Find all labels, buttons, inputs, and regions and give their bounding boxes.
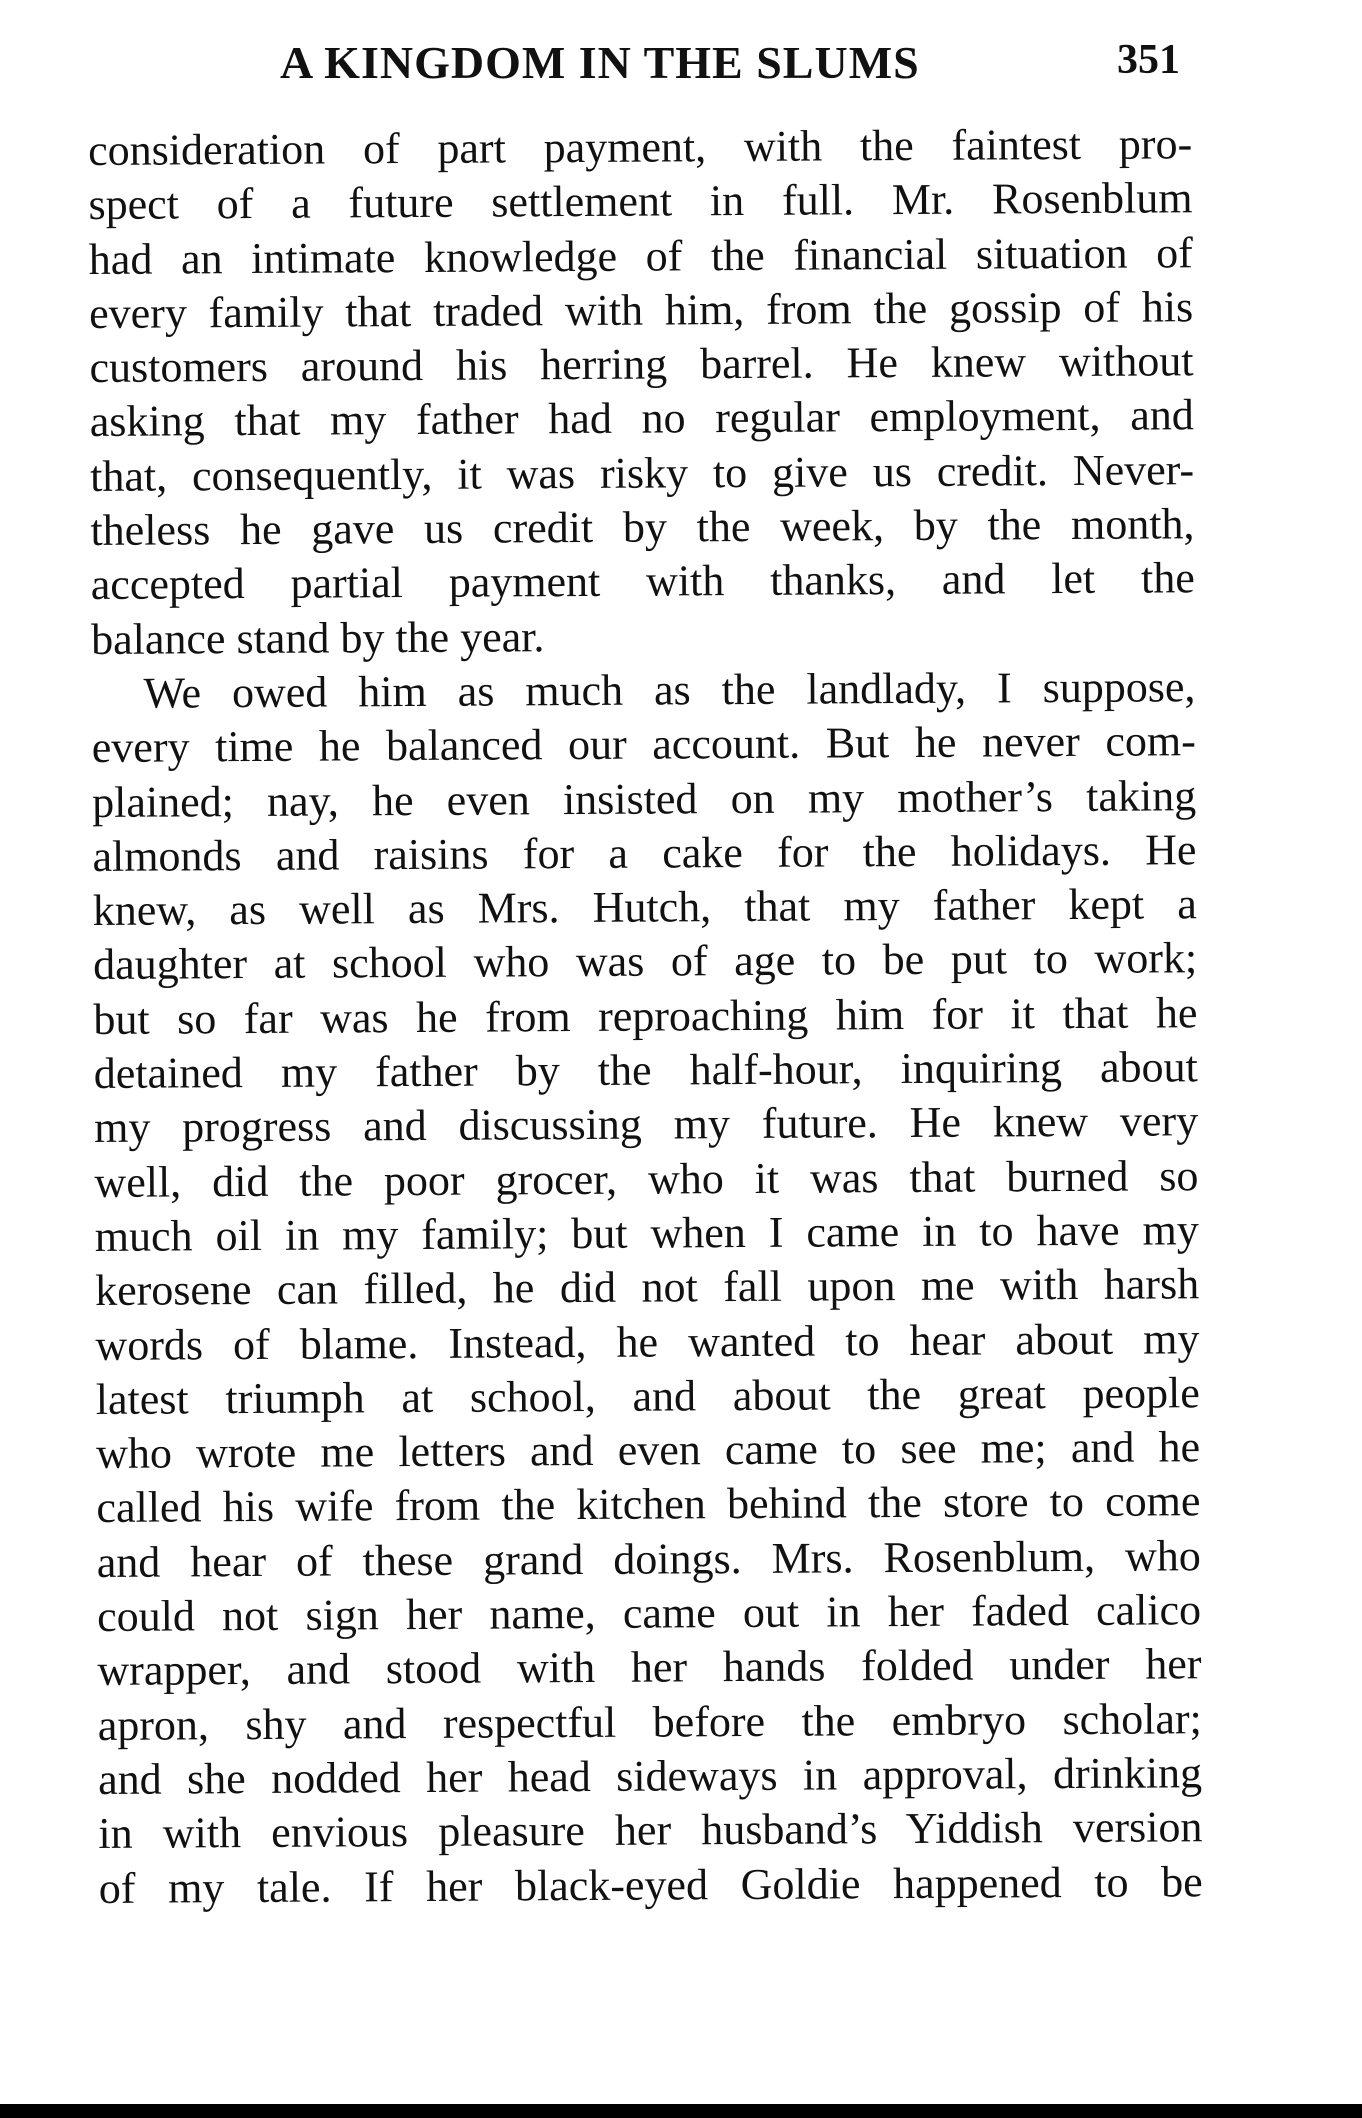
text-line: spect of a future settlement in full. Mr. Rosenblum	[88, 173, 1193, 230]
running-title: A KINGDOM IN THE SLUMS	[280, 37, 920, 88]
text-line: called his wife from the kitchen behind the store to come	[96, 1476, 1201, 1533]
page-number: 351	[1117, 37, 1180, 83]
bottom-border	[0, 2104, 1362, 2118]
text-line: accepted partial payment with thanks, and let the	[90, 553, 1195, 610]
text-line: and she nodded her head sideways in approval, drinking	[97, 1748, 1203, 1804]
body-text	[88, 117, 1203, 1916]
text-line: plained; nay, he even insisted on my mother’s taking	[91, 770, 1197, 827]
text-line: every time he balanced our account. But he never com-	[91, 716, 1196, 773]
text-line: every family that traded with him, from the gossip of his	[89, 282, 1194, 338]
text-line: We owed him as much as the landlady, I suppose,	[143, 662, 1196, 718]
text-line: daughter at school who was of age to be put to work;	[92, 933, 1198, 990]
text-line: but so far was he from reproaching him for it that he	[93, 987, 1198, 1044]
text-line: well, did the poor grocer, who it was that burned so	[94, 1150, 1199, 1207]
text-line: who wrote me letters and even came to see me; and he	[95, 1422, 1201, 1479]
text-line: balance stand by the year.	[90, 611, 545, 664]
text-line: much oil in my family; but when I came in to have my	[94, 1205, 1199, 1261]
text-line: latest triumph at school, and about the great people	[95, 1368, 1200, 1424]
text-line: kerosene can filled, he did not fall upon me with harsh	[94, 1259, 1200, 1316]
text-line: asking that my father had no regular employment, and	[89, 390, 1194, 447]
text-line: and hear of these grand doings. Mrs. Rosenblum, who	[96, 1530, 1201, 1587]
text-line: my progress and discussing my future. He knew very	[93, 1096, 1199, 1153]
text-line: customers around his herring barrel. He knew without	[89, 336, 1194, 393]
text-line: knew, as well as Mrs. Hutch, that my father kept a	[92, 879, 1197, 936]
text-line: theless he gave us credit by the week, by the month,	[90, 499, 1195, 556]
text-line: consideration of part payment, with the faintest pro-	[88, 119, 1193, 175]
text-line: almonds and raisins for a cake for the holidays. He	[92, 825, 1197, 881]
text-line: of my tale. If her black-eyed Goldie happened to be	[98, 1856, 1203, 1913]
text-line: that, consequently, it was risky to give us credit. Never-	[90, 445, 1195, 501]
text-line: could not sign her name, came out in her faded calico	[96, 1585, 1202, 1641]
running-head	[280, 36, 1180, 96]
text-line: words of blame. Instead, he wanted to hear about my	[95, 1313, 1200, 1370]
paragraph-1	[88, 117, 1195, 667]
paragraph-2	[91, 660, 1203, 1916]
text-line: wrapper, and stood with her hands folded under her	[97, 1639, 1202, 1696]
text-line: detained my father by the half-hour, inquiring about	[93, 1042, 1198, 1099]
text-line: apron, shy and respectful before the embryo scholar;	[97, 1693, 1202, 1750]
text-line: had an intimate knowledge of the financial situation of	[88, 227, 1193, 284]
text-line: in with envious pleasure her husband’s Yiddish version	[98, 1802, 1203, 1859]
